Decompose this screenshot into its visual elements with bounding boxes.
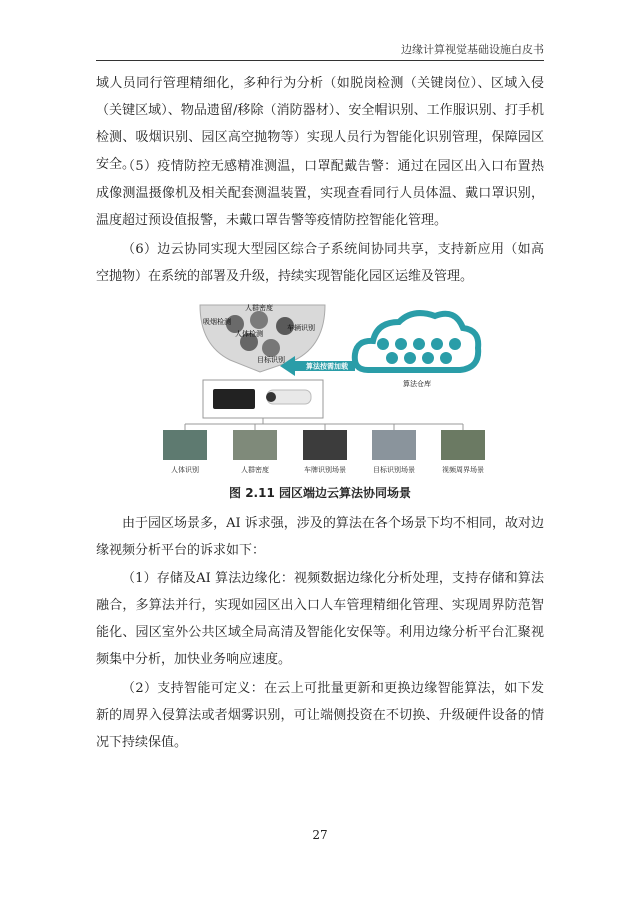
paragraph-2: （5）疫情防控无感精准测温，口罩配戴告警：通过在园区出入口布置热成像测温摄像机及相关配套测温装置，实现查看同行人员体温、戴口罩识别，温度超过预设值报警，未戴口罩告警等疫情防控智能化管理。: [96, 159, 544, 228]
paragraph-4: 由于园区场景多，AI 诉求强，涉及的算法在各个场景下均不相同，故对边缘视频分析平台的诉求如下：: [96, 516, 544, 558]
scene-thumb-2: [233, 430, 277, 460]
arrow-label: 算法按需加载: [306, 362, 348, 371]
header-title: 边缘计算视觉基础设施白皮书: [401, 43, 544, 56]
page-header: [96, 42, 544, 61]
funnel-photo-2: [250, 311, 268, 329]
scene-thumb-1: [163, 430, 207, 460]
funnel-photo-5: [262, 339, 280, 357]
funnel-label-3: 车辆识别: [287, 324, 315, 332]
scene-thumb-4: [372, 430, 416, 460]
figure-svg: [155, 300, 500, 480]
page-number: 27: [312, 828, 328, 842]
scene-thumb-5: [441, 430, 485, 460]
paragraph-3: （6）边云协同实现大型园区综合子系统间协同共享，支持新应用（如高空抛物）在系统的部署及升级，持续实现智能化园区运维及管理。: [96, 242, 544, 284]
scene-thumb-3: [303, 430, 347, 460]
funnel-label-5: 目标识别: [257, 356, 285, 364]
funnel-label-1: 人群密度: [245, 304, 273, 312]
scene-label-4: 目标识别场景: [373, 466, 415, 474]
algorithm-cloud: [355, 313, 478, 370]
scene-label-1: 人体识别: [171, 466, 199, 474]
cloud-label: 算法仓库: [403, 380, 431, 388]
paragraph-5: （1）存储及AI 算法边缘化：视频数据边缘化分析处理，支持存储和算法融合，多算法并行，实现如园区出入口人车管理精细化管理、实现周界防范智能化、园区室外公共区域全局高清及智能化安保等。利用边缘分析平台汇聚视频集中分析，加快业务响应速度。: [96, 571, 544, 667]
figure-caption: 图 2.11 园区端边云算法协同场景: [229, 486, 411, 500]
funnel-label-4: 人体检测: [235, 330, 263, 338]
edge-box-device: [213, 389, 255, 409]
funnel-label-2: 吸烟检测: [203, 318, 231, 326]
scene-label-5: 视频周界场景: [442, 466, 484, 474]
scene-label-3: 车牌识别场景: [304, 466, 346, 474]
scene-label-2: 人群密度: [241, 466, 269, 474]
figure-edge-cloud: [155, 300, 500, 480]
camera-lens: [266, 392, 276, 402]
paragraph-6: （2）支持智能可定义：在云上可批量更新和更换边缘智能算法，如下发新的周界入侵算法或者烟雾识别，可让端侧投资在不切换、升级硬件设备的情况下持续保值。: [96, 681, 544, 750]
paragraph-1: 域人员同行管理精细化，多种行为分析（如脱岗检测（关键岗位）、区域入侵（关键区域）、物品遗留/移除（消防器材）、安全帽识别、工作服识别、打手机检测、吸烟识别、园区高空抛物等）实现人员行为智能化识别管理，保障园区安全。: [96, 76, 544, 172]
